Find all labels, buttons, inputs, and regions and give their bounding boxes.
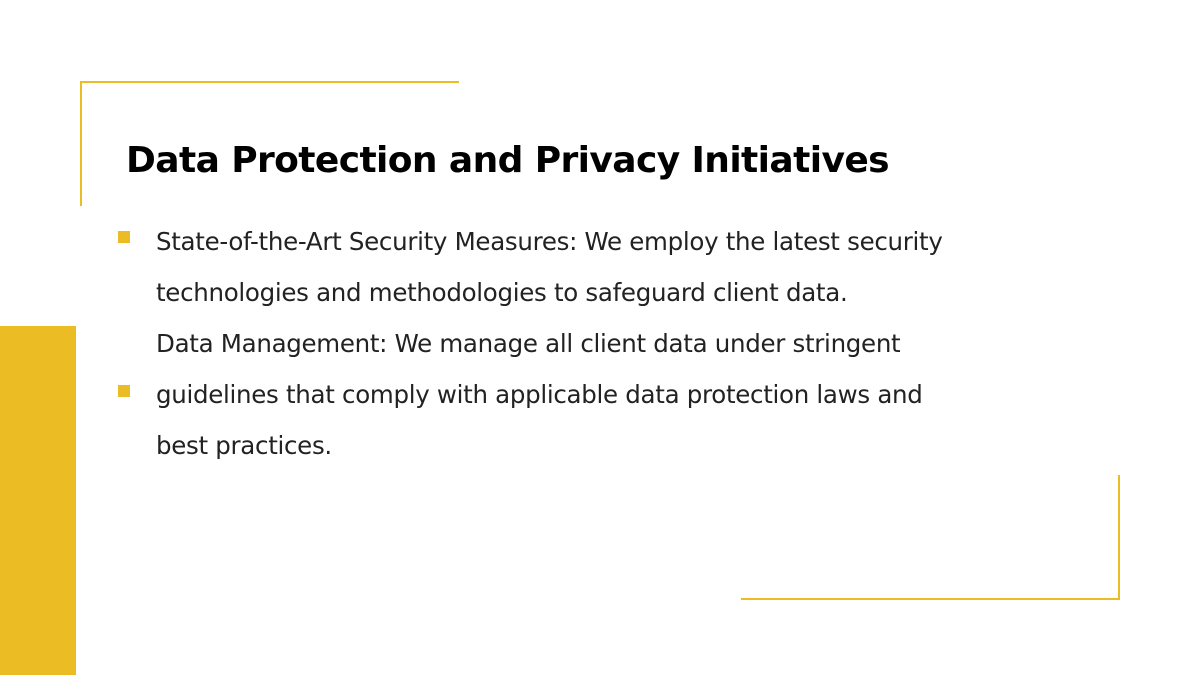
side-accent-bar [0,326,76,675]
bullet-text-line: best practices. [156,431,332,460]
square-bullet-icon [118,385,130,397]
slide-title: Data Protection and Privacy Initiatives [126,140,889,181]
frame-bottom-horizontal-line [741,598,1120,600]
bullet-text-line: State-of-the-Art Security Measures: We employ the latest security [156,227,943,256]
frame-bottom-vertical-line [1118,475,1120,600]
bullet-text-line: technologies and methodologies to safeguard client data. [156,278,848,307]
square-bullet-icon [118,231,130,243]
bullet-item-security-measures [118,216,1118,318]
bullet-list [118,216,1118,471]
bullet-item-data-management [118,318,1118,471]
bullet-text-line: Data Management: We manage all client data under stringent [156,329,901,358]
frame-top-horizontal-line [80,81,459,83]
frame-top-vertical-line [80,81,82,206]
bullet-text-line: guidelines that comply with applicable data protection laws and [156,380,923,409]
